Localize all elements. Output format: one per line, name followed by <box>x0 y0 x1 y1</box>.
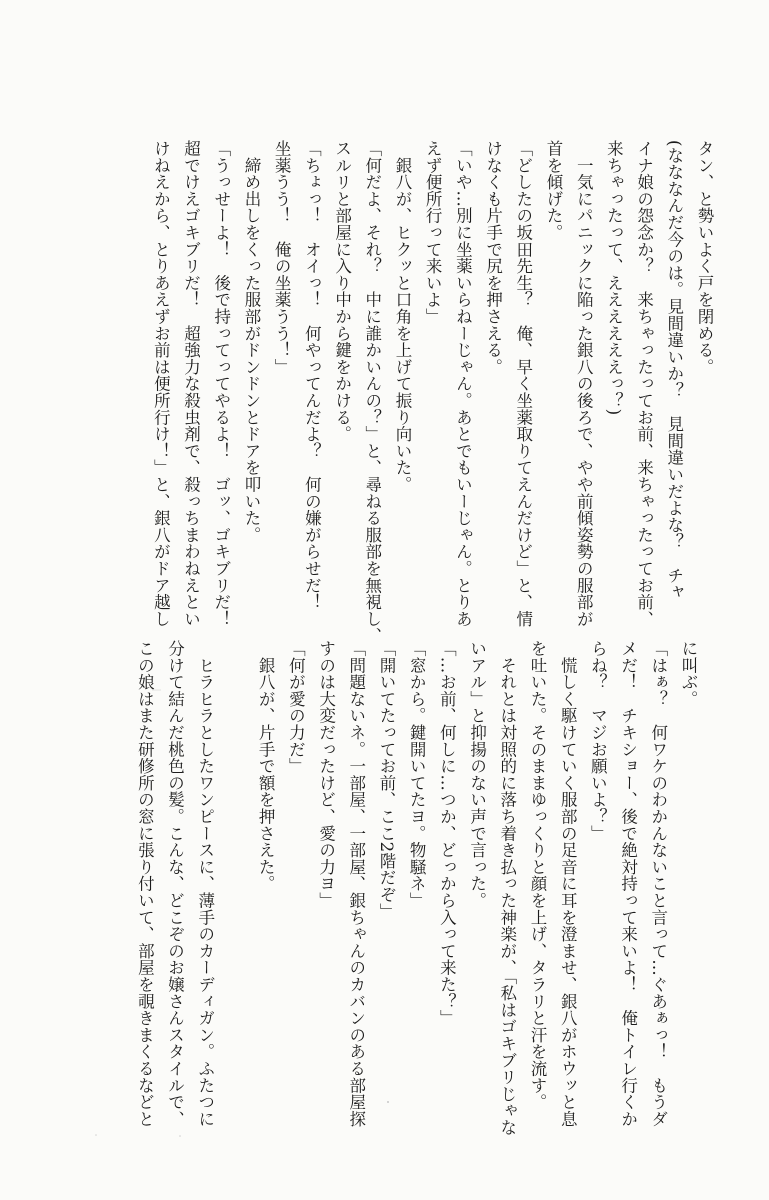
text-line: それとは対照的に落ち着き払った神楽が、「私はゴキブリじゃな <box>497 640 517 1136</box>
text-line: イナ娘の怨念か？ 来ちゃったってお前、来ちゃったってお前、 <box>634 140 654 628</box>
text-line: 坐薬うう！ 俺の坐薬うう！」 <box>272 140 292 376</box>
upper-text-block <box>145 140 719 644</box>
text-line: 「何だよ、それ？ 中に誰かいんの？」と、尋ねる服部を無視し、 <box>362 140 382 644</box>
text-line: 「ちょっ！ オイっ！ 何やってんだよ？ 何の嫌がらせだ！ <box>302 140 322 611</box>
text-line: 「問題ないネ。一部屋、一部屋、銀ちゃんのカバンのある部屋探 <box>346 640 366 1128</box>
text-line: すのは大変だったけど、愛の力ヨ」 <box>316 640 336 909</box>
speck <box>179 1135 181 1137</box>
text-line: 超でけえゴキブリだ！ 超強力な殺虫剤で、殺っちまわねえとい <box>181 140 201 628</box>
text-line: けねえから、とりあえずお前は便所行け！」と、銀八がドア越し <box>151 140 171 628</box>
text-line: らね？ マジお願いよ？」 <box>588 640 608 842</box>
text-line <box>220 640 250 1070</box>
text-line: 「何が愛の力だ」 <box>286 640 306 775</box>
speck <box>95 1134 97 1136</box>
text-line: 「はぁ？ 何ワケのわかんないこと言って…ぐあぁっ！ もうダ <box>648 640 668 1128</box>
text-line: 銀八が、片手で額を押さえた。 <box>256 640 276 892</box>
text-line: いアル」と抑揚のない声で言った。 <box>467 640 487 909</box>
text-line: 「どしたの坂田先生？ 俺、早く坐薬取りてえんだけど」と、情 <box>513 140 533 628</box>
text-line: けなくも片手で尻を押さえる。 <box>483 140 503 376</box>
text-line: 来ちゃったって、ええええええっ？) <box>604 140 624 416</box>
text-line: メだ！ チキショー、後で絶対持って来いよ！ 俺トイレ行くか <box>618 640 638 1128</box>
lower-text-block <box>129 640 703 1136</box>
text-line: この娘はまた研修所の窓に張り付いて、部屋を覗きまくるなどと <box>135 640 155 1128</box>
text-line: 「窓から。鍵開いてたヨ。物騒ネ」 <box>407 640 427 909</box>
text-line: に叫ぶ。 <box>679 640 698 708</box>
text-line: タン、と勢いよく戸を閉める。 <box>695 140 714 376</box>
text-line: (なななんだ今のは。見間違いか？ 見間違いだよな？ チャ <box>664 140 684 601</box>
text-line: 銀八が、ヒクッと口角を上げて振り向いた。 <box>392 140 412 493</box>
text-line: 締め出しをくった服部がドンドンとドアを叩いた。 <box>241 140 261 544</box>
text-line: 「…お前、何しに…つか、どっから入って来た？」 <box>437 640 457 1027</box>
text-line: えず便所行って来いよ」 <box>423 140 443 325</box>
text-line: を吐いた。そのままゆっくりと顔を上げ、タラリと汗を流す。 <box>527 640 547 1111</box>
text-line: ヒラヒラとしたワンピースに、薄手のカーディガン。ふたつに <box>195 640 215 1128</box>
text-line: 一気にパニックに陥った銀八の後ろで、やや前傾姿勢の服部が <box>574 140 594 628</box>
text-line: 分けて結んだ桃色の髪。こんな、どこぞのお嬢さんスタイルで、 <box>165 640 185 1128</box>
text-line: スルリと部屋に入り中から鍵をかける。 <box>332 140 352 443</box>
text-line: 「いや…別に坐薬いらねーじゃん。あとでもいーじゃん。とりあ <box>453 140 473 628</box>
text-line: 「開いてたってお前、ここ2階だぞ」 <box>376 640 396 920</box>
text-line: 首を傾げた。 <box>543 140 563 241</box>
text-line: 慌しく駆けていく服部の足音に耳を澄ませ、銀八がホウッと息 <box>558 640 578 1128</box>
text-line: 「うっせーよ！ 後で持ってってやるよ！ ゴッ、ゴキブリだ！ <box>211 140 231 628</box>
speck <box>387 1101 389 1103</box>
